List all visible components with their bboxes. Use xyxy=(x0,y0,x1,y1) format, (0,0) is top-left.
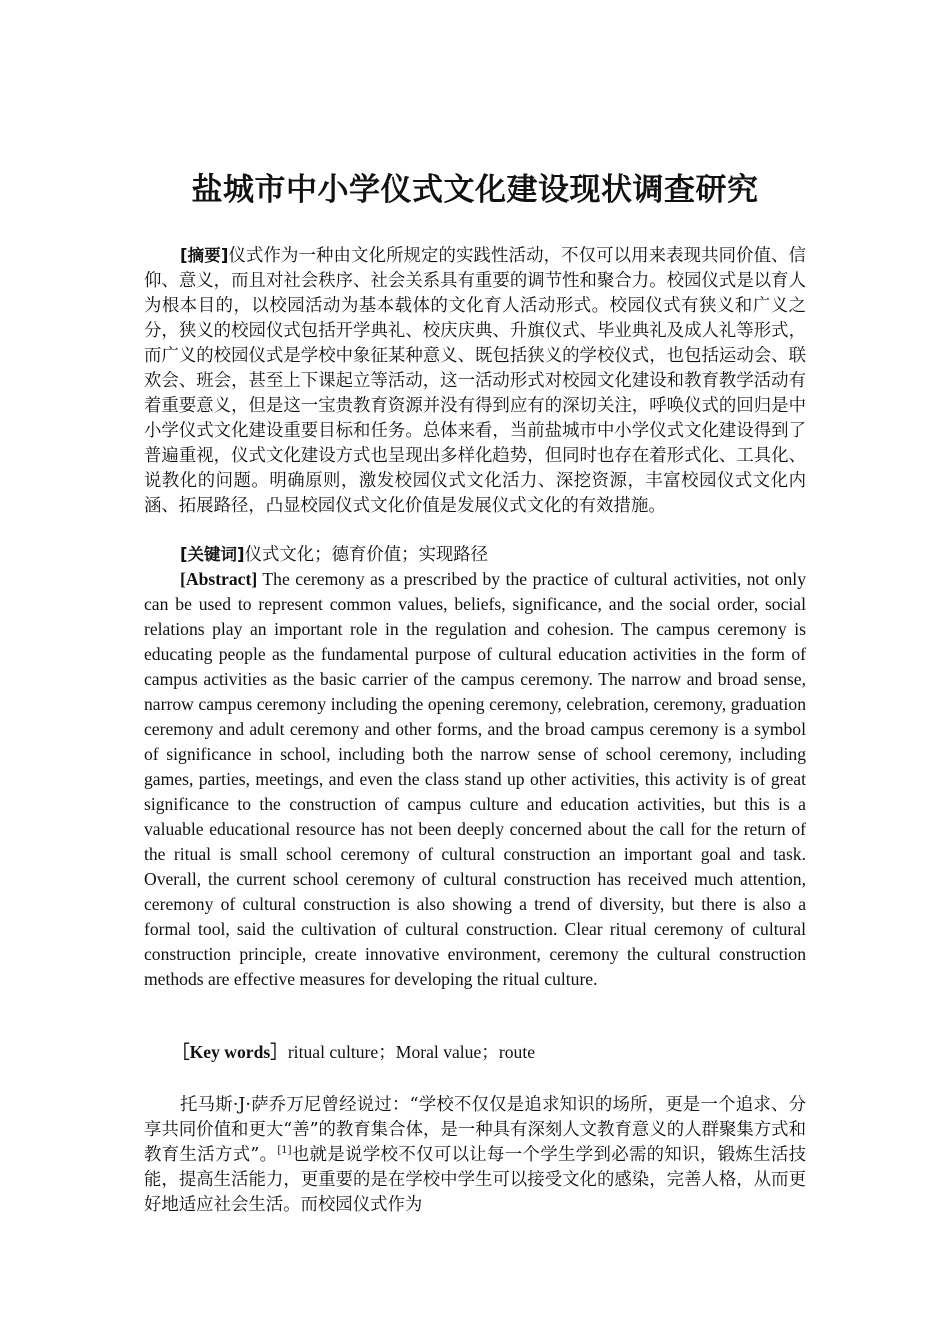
body-text-after-ref: 也就是说学校不仅可以让每一个学生学到必需的知识，锻炼生活技能，提高生活能力，更重要的是在学校中学生可以接受文化的感染，完善人格，从而更好地适应社会生活。而校园仪式作为 xyxy=(144,1145,806,1215)
keywords-en-label: ［Key words］ xyxy=(172,1042,288,1062)
body-text-before-ref: 托马斯·J·萨乔万尼曾经说过：“学校不仅仅是追求知识的场所，更是一个追求、分享共同价值和更大“善”的教育集合体，是一种具有深刻人文教育意义的人群聚集方式和教育生活方式”。 xyxy=(144,1095,806,1165)
abstract-en-text: The ceremony as a prescribed by the practice of cultural activities, not only can be used to represent common values, beliefs, significance, and the social order, social relations play an important role in the regulation and cohesion. The campus ceremony is educating people as the fundamental purpose of cultural education activities in the form of campus activities as the basic carrier of the campus ceremony. The narrow and broad sense, narrow campus ceremony including the opening ceremony, celebration, ceremony, graduation ceremony and adult ceremony and other forms, and the broad campus ceremony is a symbol of significance in school, including both the narrow sense of school ceremony, including games, parties, meetings, and even the class stand up other activities, this activity is of great significance to the construction of campus culture and education activities, but this is a valuable educational resource has not been deeply concerned about the call for the return of the ritual is small school ceremony of cultural construction an important goal and task. Overall, the current school ceremony of cultural construction has received much attention, ceremony of cultural construction is also showing a trend of diversity, but there is also a formal tool, said the cultivation of cultural construction. Clear ritual ceremony of cultural construction principle, create innovative environment, ceremony the cultural construction methods are effective measures for developing the ritual culture. xyxy=(144,569,806,989)
abstract-en xyxy=(144,567,806,992)
abstract-zh-text: 仪式作为一种由文化所规定的实践性活动，不仅可以用来表现共同价值、信仰、意义，而且对社会秩序、社会关系具有重要的调节性和聚合力。校园仪式是以育人为根本目的，以校园活动为基本载体的文化育人活动形式。校园仪式有狭义和广义之分，狭义的校园仪式包括开学典礼、校庆庆典、升旗仪式、毕业典礼及成人礼等形式，而广义的校园仪式是学校中象征某种意义、既包括狭义的学校仪式，也包括运动会、联欢会、班会，甚至上下课起立等活动，这一活动形式对校园文化建设和教育教学活动有着重要意义，但是这一宝贵教育资源并没有得到应有的深切关注，呼唤仪式的回归是中小学仪式文化建设重要目标和任务。总体来看，当前盐城市中小学仪式文化建设得到了普遍重视，仪式文化建设方式也呈现出多样化趋势，但同时也存在着形式化、工具化、说教化的问题。明确原则，激发校园仪式文化活力、深挖资源，丰富校园仪式文化内涵、拓展路径，凸显校园仪式文化价值是发展仪式文化的有效措施。 xyxy=(144,246,806,516)
citation-ref: [1] xyxy=(277,1145,292,1156)
keywords-zh xyxy=(144,542,806,568)
keywords-zh-text: 仪式文化；德育价值；实现路径 xyxy=(244,545,489,565)
abstract-zh-label: [摘要] xyxy=(180,246,229,265)
body-paragraph xyxy=(144,1093,806,1218)
keywords-zh-label: [关键词] xyxy=(180,545,245,564)
abstract-en-label: [Abstract] xyxy=(180,569,258,589)
keywords-en xyxy=(144,1040,806,1065)
paper-title: 盐城市中小学仪式文化建设现状调查研究 xyxy=(191,172,759,208)
abstract-zh xyxy=(144,243,806,519)
keywords-en-text: ritual culture；Moral value；route xyxy=(287,1042,536,1062)
